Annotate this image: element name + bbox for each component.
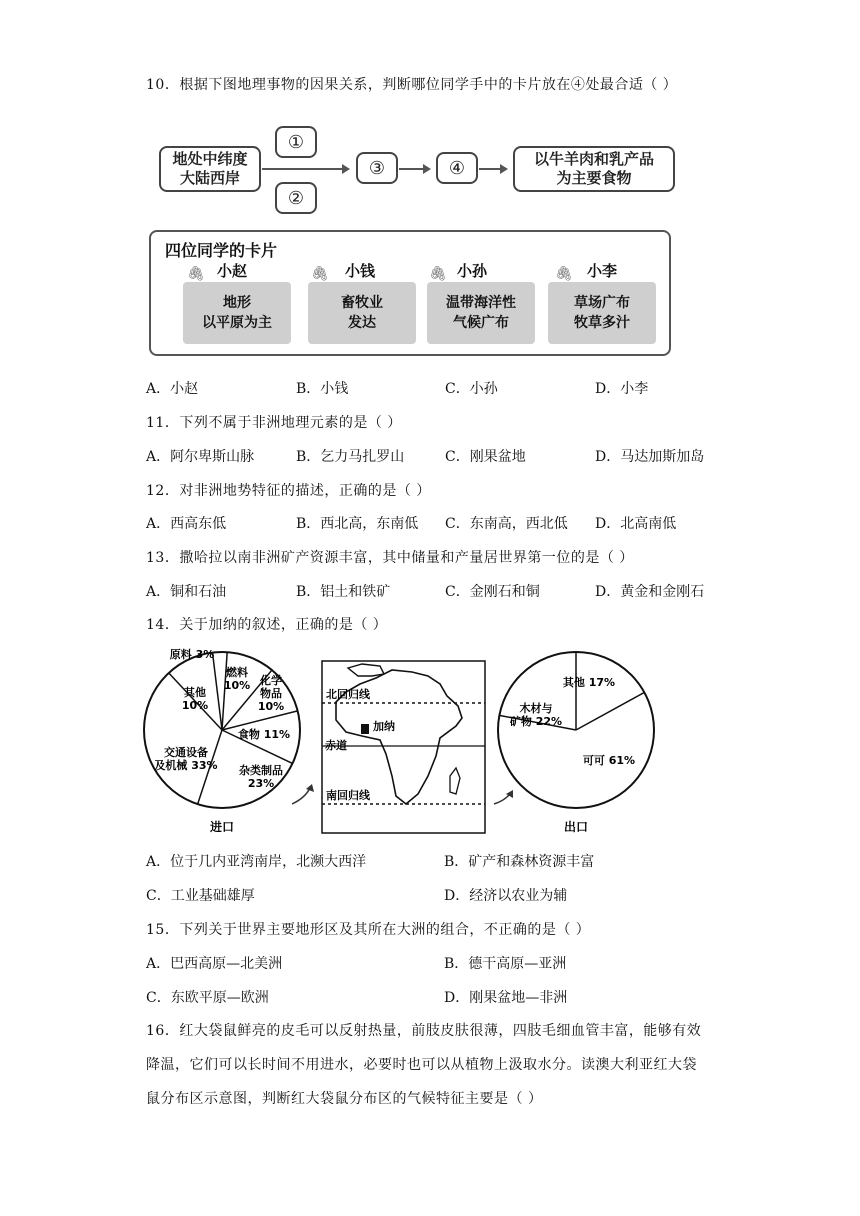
card-name-sun: 小孙 [457,262,488,280]
q10-option-c[interactable]: C．小孙 [445,381,498,397]
import-pie-slice-label: 燃料 10% [223,666,251,692]
q14-option-c[interactable]: C．工业基础雄厚 [146,888,255,904]
card-name-zhao: 小赵 [217,262,248,280]
q14-option-a[interactable]: A．位于几内亚湾南岸，北濒大西洋 [146,854,367,870]
tropic-n-label: 北回归线 [326,688,370,701]
card-qian: 畜牧业 发达 [308,282,416,344]
box-1: ① [275,126,317,158]
card-li: 草场广布 牧草多汁 [548,282,656,344]
question-16-line3: 鼠分布区示意图，判断红大袋鼠分布区的气候特征主要是（ ） [146,1091,543,1107]
import-pie-slice-label: 食物 11% [237,728,291,741]
export-pie-chart [498,652,654,808]
export-label: 出口 [563,820,589,834]
cards-panel [149,230,671,356]
arrow-to-export [494,794,510,804]
arrow-4-to-end [479,168,506,170]
q15-option-c[interactable]: C．东欧平原—欧洲 [146,990,269,1006]
paperclip-icon: 🖇 [187,266,205,282]
q13-option-d[interactable]: D．黄金和金刚石 [595,584,705,600]
tropic-s-label: 南回归线 [326,789,370,802]
import-label: 进口 [209,820,235,834]
arrow-to-map [292,788,310,804]
q13-option-b[interactable]: B．铝土和铁矿 [296,584,391,600]
q13-option-a[interactable]: A．铜和石油 [146,584,227,600]
card-name-qian: 小钱 [345,262,376,280]
import-pie-slice-label: 原料 3% [169,648,215,661]
question-12-stem: 12．对非洲地势特征的描述，正确的是（ ） [146,483,431,499]
q10-option-d[interactable]: D．小李 [595,381,649,397]
question-16-line1: 16．红大袋鼠鲜亮的皮毛可以反射热量，前肢皮肤很薄，四肢毛细血管丰富，能够有效 [146,1023,702,1039]
card-zhao: 地形 以平原为主 [183,282,291,344]
q12-option-b[interactable]: B．西北高，东南低 [296,516,419,532]
q10-option-a[interactable]: A．小赵 [146,381,199,397]
question-16-line2: 降温，它们可以长时间不用进水，必要时也可以从植物上汲取水分。读澳大利亚红大袋 [146,1057,697,1073]
q13-option-c[interactable]: C．金刚石和铜 [445,584,540,600]
export-pie-slice-label: 可可 61% [582,754,636,767]
q15-option-a[interactable]: A．巴西高原—北美洲 [146,956,283,972]
card-name-li: 小李 [587,262,618,280]
export-pie-slice-label: 其他 17% [562,676,616,689]
q12-option-a[interactable]: A．西高东低 [146,516,227,532]
paperclip-icon: 🖇 [429,266,447,282]
ghana-trade-figure [140,636,660,836]
cards-panel-title: 四位同学的卡片 [165,241,278,260]
paperclip-icon: 🖇 [555,266,573,282]
q11-option-c[interactable]: C．刚果盆地 [445,449,526,465]
arrow-start-to-3 [262,168,348,170]
arrow-3-to-4 [399,168,429,170]
q11-option-a[interactable]: A．阿尔卑斯山脉 [146,449,255,465]
q12-option-c[interactable]: C．东南高，西北低 [445,516,568,532]
q12-option-d[interactable]: D．北高南低 [595,516,677,532]
q15-option-d[interactable]: D．刚果盆地—非洲 [444,990,568,1006]
question-10-stem: 10．根据下图地理事物的因果关系，判断哪位同学手中的卡片放在④处最合适（ ） [146,77,678,93]
question-13-stem: 13．撒哈拉以南非洲矿产资源丰富，其中储量和产量居世界第一位的是（ ） [146,550,634,566]
q15-option-b[interactable]: B．德干高原—亚洲 [444,956,567,972]
arrow-head [306,784,314,792]
ghana-label: 加纳 [373,720,395,733]
box-2: ② [275,182,317,214]
q14-option-b[interactable]: B．矿产和森林资源丰富 [444,854,595,870]
paperclip-icon: 🖇 [311,266,329,282]
q11-option-b[interactable]: B．乞力马扎罗山 [296,449,405,465]
import-pie-slice-label: 杂类制品 23% [239,764,283,790]
q11-option-d[interactable]: D．马达加斯加岛 [595,449,705,465]
box-3: ③ [356,152,398,184]
import-pie-chart [144,647,300,808]
equator-label: 赤道 [325,739,347,752]
import-pie-slice-label: 化学物品 10% [257,674,285,713]
q14-option-d[interactable]: D．经济以农业为辅 [444,888,568,904]
import-pie-slice-label: 交通设备及机械 33% [154,746,218,772]
q10-option-b[interactable]: B．小钱 [296,381,349,397]
question-15-stem: 15．下列关于世界主要地形区及其所在大洲的组合，不正确的是（ ） [146,922,591,938]
box-4: ④ [436,152,478,184]
export-pie-slice-label: 木材与矿物 22% [509,702,563,728]
ghana-marker [361,724,369,734]
question-11-stem: 11．下列不属于非洲地理元素的是（ ） [146,415,402,431]
start-box: 地处中纬度 大陆西岸 [159,146,261,192]
end-box: 以牛羊肉和乳产品 为主要食物 [513,146,675,192]
import-pie-slice-label: 其他 10% [181,686,209,712]
card-sun: 温带海洋性 气候广布 [427,282,535,344]
africa-map [322,661,485,833]
question-14-stem: 14．关于加纳的叙述，正确的是（ ） [146,617,388,633]
